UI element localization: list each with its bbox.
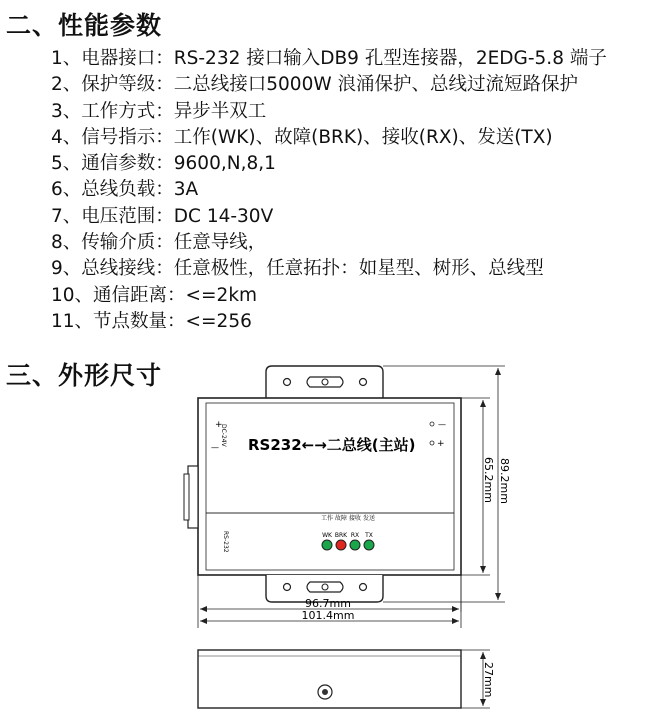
- spec-item: 10、通信距离：<=2km: [51, 284, 258, 306]
- spec-item: 11、节点数量：<=256: [51, 310, 252, 332]
- section-title-performance: 二、性能参数: [6, 11, 163, 40]
- spec-item: 4、信号指示：工作(WK)、故障(BRK)、接收(RX)、发送(TX): [51, 126, 553, 148]
- bus-terminal-b-label: +: [437, 439, 445, 449]
- power-plus-label: +: [215, 420, 223, 430]
- led-cn-label: 接收: [348, 515, 362, 522]
- led-indicator-wk: [322, 540, 332, 550]
- power-voltage-label: DC-24V: [220, 424, 227, 447]
- dim-body-height: 65.2mm: [482, 457, 495, 503]
- spec-item: 7、电压范围：DC 14-30V: [51, 205, 274, 227]
- led-cn-label: 故障: [334, 515, 348, 522]
- port-label: RS-232: [222, 531, 229, 553]
- spec-item: 9、总线接线：任意极性，任意拓扑：如星型、树形、总线型: [51, 258, 544, 280]
- spec-item: 2、保护等级：二总线接口5000W 浪涌保护、总线过流短路保护: [51, 74, 579, 96]
- spec-item: 3、工作方式：异步半双工: [51, 100, 267, 122]
- spec-item: 6、总线负载：3A: [51, 179, 199, 201]
- dim-inner-width: 96.7mm: [305, 597, 351, 610]
- section-title-dimensions: 三、外形尺寸: [6, 361, 163, 390]
- led-en-label: TX: [365, 532, 373, 539]
- spec-item: 5、通信参数：9600,N,8,1: [51, 153, 276, 175]
- led-indicator-brk: [336, 540, 346, 550]
- led-indicator-tx: [364, 540, 374, 550]
- spec-item: 8、传输介质：任意导线，: [51, 232, 267, 254]
- led-en-label: BRK: [334, 532, 348, 539]
- dim-depth: 27mm: [482, 662, 495, 698]
- dim-outer-width: 101.4mm: [301, 609, 355, 622]
- spec-item: 1、电器接口：RS-232 接口输入DB9 孔型连接器，2EDG-5.8 端子: [51, 48, 607, 69]
- led-en-label: WK: [322, 532, 332, 539]
- led-cn-label: 发送: [362, 515, 376, 522]
- device-side-view: [198, 650, 461, 708]
- panel-title: RS232←→二总线(主站): [248, 436, 416, 454]
- led-en-label: RX: [350, 532, 360, 539]
- mounting-ear-top: [266, 366, 383, 398]
- dim-total-height: 89.2mm: [498, 458, 511, 504]
- power-minus-label: —: [211, 443, 219, 452]
- bus-terminal-a-label: —: [438, 420, 446, 429]
- led-cn-label: 工作: [320, 515, 334, 522]
- led-indicator-rx: [350, 540, 360, 550]
